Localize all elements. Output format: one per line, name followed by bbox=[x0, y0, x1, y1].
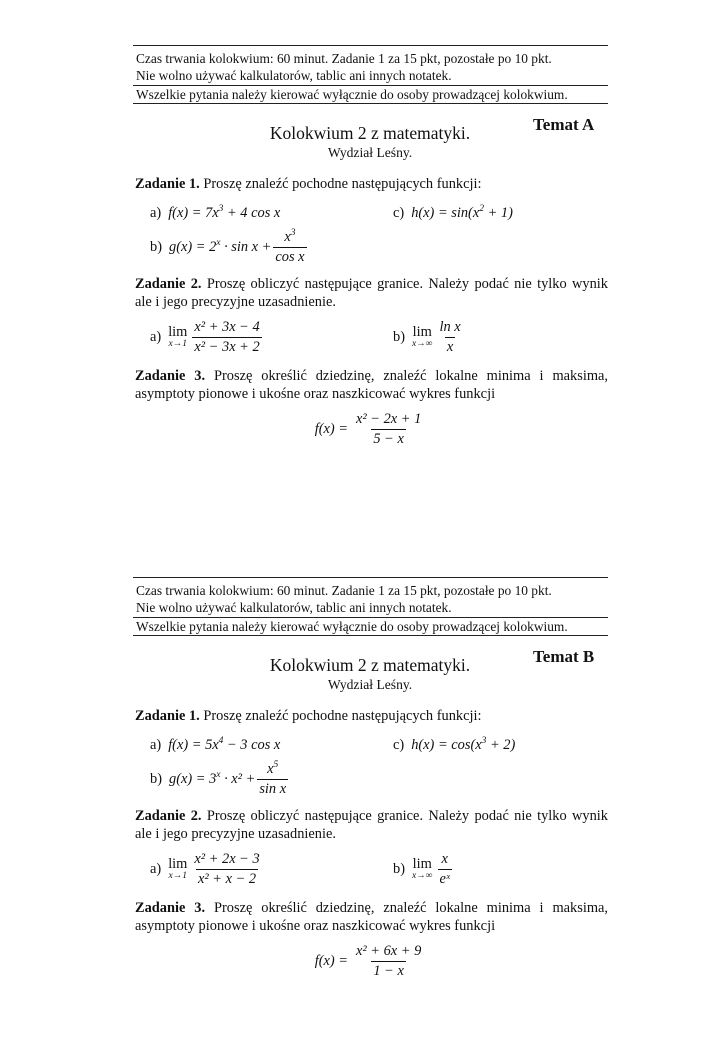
exam-subtitle: Wydział Leśny. bbox=[327, 677, 413, 692]
task-2-statement bbox=[135, 275, 608, 311]
formula-lhs: f(x) = bbox=[314, 953, 348, 969]
task-text: Proszę określić dziedzinę, znaleźć lokalne minima i maksima, asymptoty pionowe i ukośne oraz naszkicować wykres funkcji bbox=[135, 368, 608, 402]
formula-lhs: f(x) = bbox=[314, 421, 348, 437]
task-1-statement bbox=[135, 707, 608, 725]
task-2-statement bbox=[135, 807, 608, 843]
formula: $f(x) = 5x^4 - 3$ cos x bbox=[168, 736, 281, 753]
header-line-2: Nie wolno używać kalkulatorów, tablic ani innych notatek. bbox=[136, 68, 452, 83]
item-label: a) bbox=[150, 861, 162, 877]
task-1c bbox=[393, 205, 513, 222]
item-label: b) bbox=[393, 329, 405, 345]
item-label: c) bbox=[393, 737, 405, 753]
task-label: Zadanie 1. bbox=[135, 176, 200, 192]
header-line-2: Nie wolno używać kalkulatorów, tablic ani innych notatek. bbox=[136, 600, 452, 615]
task-1a bbox=[150, 737, 280, 754]
task-1b bbox=[150, 230, 309, 265]
exam-sheet-b bbox=[0, 532, 725, 1052]
header-line-1: Czas trwania kolokwium: 60 minut. Zadanie 1 za 15 pkt, pozostałe po 10 pkt. bbox=[136, 583, 552, 598]
task-text: Proszę znaleźć pochodne następujących funkcji: bbox=[199, 176, 482, 192]
exam-sheet-a bbox=[0, 0, 725, 520]
fraction: $\frac{x}{\text{eˣ}}$ bbox=[439, 851, 450, 887]
exam-subtitle: Wydział Leśny. bbox=[327, 145, 413, 160]
variant-label: Temat A bbox=[533, 115, 595, 134]
task-label: Zadanie 2. bbox=[135, 808, 202, 824]
formula: $h(x) = \sin(x^2 + 1)$ bbox=[411, 204, 513, 221]
task-2a bbox=[150, 852, 264, 887]
item-label: c) bbox=[393, 205, 405, 221]
task-text: Proszę określić dziedzinę, znaleźć lokalne minima i maksima, asymptoty pionowe i ukośne oraz naszkicować wykres funkcji bbox=[135, 900, 608, 934]
item-label: b) bbox=[393, 861, 405, 877]
header-top-rule bbox=[133, 577, 608, 578]
header-bottom-rule bbox=[133, 103, 608, 104]
task-2b bbox=[393, 852, 454, 887]
header-line-3: Wszelkie pytania należy kierować wyłącznie do osoby prowadzącej kolokwium. bbox=[136, 619, 568, 634]
task-1a bbox=[150, 205, 280, 222]
fraction: $\frac{\text{x² + 2x − 3}}{\text{x² + x − 2}}$ bbox=[194, 851, 260, 887]
fraction: $\frac{\text{x² + 6x + 9}}{1 - x}$ bbox=[355, 943, 422, 979]
limit-operator: lim x→1 bbox=[168, 855, 188, 881]
limit-operator: lim x→∞ bbox=[412, 855, 433, 881]
task-label: Zadanie 3. bbox=[135, 368, 206, 384]
task-label: Zadanie 2. bbox=[135, 276, 202, 292]
task-3-formula bbox=[0, 944, 725, 979]
fraction: $\frac{\text{ln x}}{x}$ bbox=[439, 319, 461, 355]
task-label: Zadanie 1. bbox=[135, 708, 200, 724]
task-3-formula bbox=[0, 412, 725, 447]
header-line-3: Wszelkie pytania należy kierować wyłącznie do osoby prowadzącej kolokwium. bbox=[136, 87, 568, 102]
fraction: $\frac{x^5}{\text{sin x}}$ bbox=[259, 760, 287, 797]
exam-title: Kolokwium 2 z matematyki. bbox=[269, 655, 471, 675]
item-label: a) bbox=[150, 329, 162, 345]
formula: $g(x) = 2^x \cdot \sin x$ + bbox=[169, 238, 272, 255]
task-text: Proszę obliczyć następujące granice. Należy podać nie tylko wynik ale i jego precyzyjne uzasadnienie. bbox=[135, 808, 608, 842]
item-label: a) bbox=[150, 737, 162, 753]
header-line-1: Czas trwania kolokwium: 60 minut. Zadanie 1 za 15 pkt, pozostałe po 10 pkt. bbox=[136, 51, 552, 66]
task-2a bbox=[150, 320, 264, 355]
limit-operator: lim x→1 bbox=[168, 323, 188, 349]
task-1c bbox=[393, 737, 515, 754]
exam-title: Kolokwium 2 z matematyki. bbox=[269, 123, 471, 143]
task-2b bbox=[393, 320, 465, 355]
task-label: Zadanie 3. bbox=[135, 900, 206, 916]
item-label: b) bbox=[150, 239, 162, 255]
item-label: a) bbox=[150, 205, 162, 221]
fraction: $\frac{\text{x² + 3x − 4}}{\text{x² − 3x + 2}}$ bbox=[194, 319, 260, 355]
task-3-statement bbox=[135, 899, 608, 935]
header-top-rule bbox=[133, 45, 608, 46]
item-label: b) bbox=[150, 771, 162, 787]
formula: $g(x) = 3^x \cdot x^2$ + bbox=[169, 770, 256, 787]
formula: $f(x) = 7x^3 + 4$ cos x bbox=[168, 204, 281, 221]
task-text: Proszę obliczyć następujące granice. Należy podać nie tylko wynik ale i jego precyzyjne uzasadnienie. bbox=[135, 276, 608, 310]
formula: $h(x) = \cos(x^3 + 2)$ bbox=[411, 736, 516, 753]
limit-operator: lim x→∞ bbox=[412, 323, 433, 349]
fraction: $\frac{\text{x² − 2x + 1}}{5 - x}$ bbox=[355, 411, 422, 447]
task-1-statement bbox=[135, 175, 608, 193]
task-text: Proszę znaleźć pochodne następujących funkcji: bbox=[199, 708, 482, 724]
task-3-statement bbox=[135, 367, 608, 403]
header-bottom-rule bbox=[133, 635, 608, 636]
variant-label: Temat B bbox=[533, 647, 595, 666]
fraction: $\frac{x^3}{\text{cos x}}$ bbox=[275, 228, 305, 265]
task-1b bbox=[150, 762, 290, 797]
